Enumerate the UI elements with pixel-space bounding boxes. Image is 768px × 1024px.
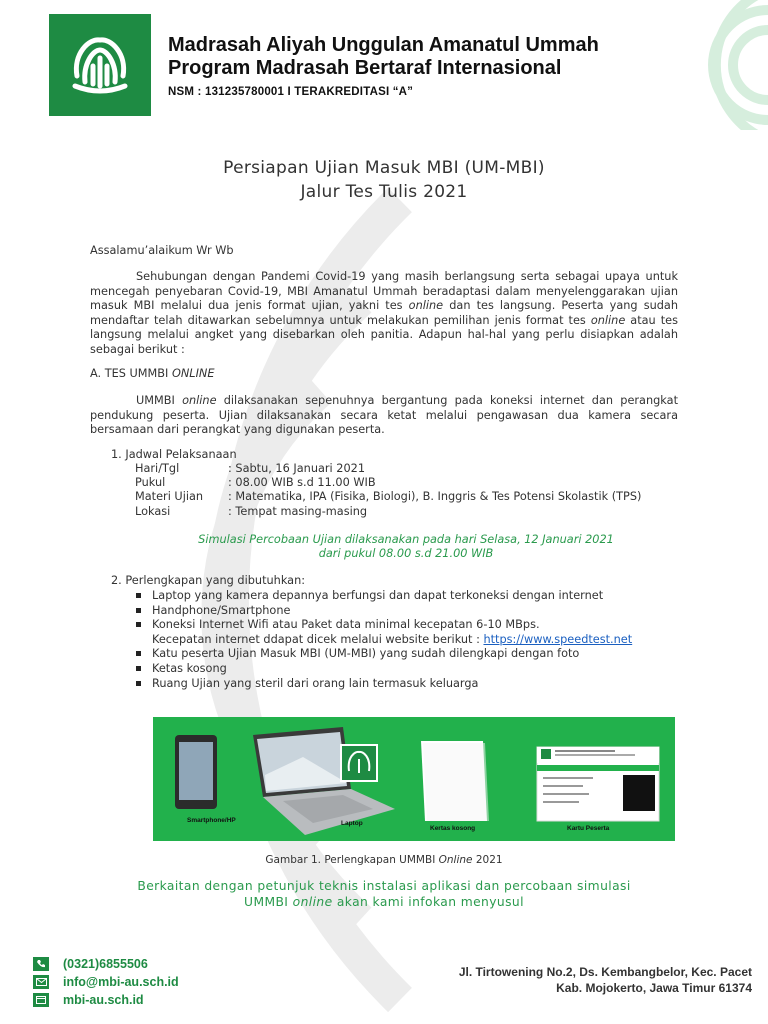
footer-address: [459, 964, 752, 996]
simulation-note-line1: Simulasi Percobaan Ujian dilaksanakan pada hari Selasa, 12 Januari 2021: [198, 533, 614, 546]
figure-caption: [0, 854, 768, 866]
caption-phone: Smartphone/HP: [187, 817, 236, 824]
caption-card: Kartu Peserta: [567, 825, 610, 832]
footer-email: [33, 975, 179, 989]
smartphone-illustration: [175, 735, 217, 809]
website-url[interactable]: mbi-au.sch.id: [63, 993, 144, 1007]
list-item: Koneksi Internet Wifi atau Paket data minimal kecepatan 6-10 MBps.: [135, 618, 632, 633]
schedule-value: : Matematika, IPA (Fisika, Biologi), B. Inggris & Tes Potensi Skolastik (TPS): [228, 490, 642, 503]
globe-icon: [33, 993, 49, 1007]
section-a-heading: [90, 367, 678, 382]
schedule-label: Pukul: [135, 476, 166, 489]
participant-card-illustration: [537, 747, 659, 821]
schedule-label: Lokasi: [135, 505, 171, 518]
section-a-text-1: UMMBI: [136, 394, 183, 407]
caption-paper: Kertas kosong: [430, 825, 476, 832]
school-name-line1: Madrasah Aliyah Unggulan Amanatul Ummah: [168, 34, 599, 56]
mbi-logo-illustration: [341, 745, 377, 781]
schedule-row: [135, 505, 367, 520]
schedule-value: : Sabtu, 16 Januari 2021: [228, 462, 366, 475]
equipment-list: [135, 589, 632, 691]
blank-paper-illustration: [421, 741, 489, 821]
document-subtitle: Jalur Tes Tulis 2021: [300, 182, 468, 202]
intro-text-3: atau tes langsung melalui angket yang disebarkan oleh panitia. Adapun hal-hal yang perlu disiapkan adalah sebagai berikut :: [90, 313, 678, 356]
footer-phone: [33, 957, 148, 971]
closing-line1: Berkaitan dengan petunjuk teknis instalasi aplikasi dan percobaan simulasi: [137, 879, 631, 893]
school-accreditation: NSM : 131235780001 I TERAKREDITASI “A”: [168, 86, 414, 98]
closing-em: online: [292, 895, 333, 909]
section-a-text-2: dilaksanakan sepenuhnya bergantung pada koneksi internet dan perangkat pendukung peserta. Ujian dilaksanakan secara ketat melalui pengawasan dua kamera secara bersamaan dari perangkat yang digunakan peserta.: [90, 394, 678, 437]
figure-caption-text-1: Gambar 1. Perlengkapan UMMBI: [265, 854, 439, 866]
closing-line2: [0, 895, 768, 909]
school-logo: [49, 14, 151, 116]
footer-website: [33, 993, 144, 1007]
section-a-em: ONLINE: [171, 367, 215, 380]
speedtest-link[interactable]: https://www.speedtest.net: [483, 632, 633, 646]
corner-arcs: [698, 0, 768, 130]
document-title: Persiapan Ujian Masuk MBI (UM-MBI): [223, 158, 545, 178]
equipment-title: 2. Perlengkapan yang dibutuhkan:: [111, 574, 306, 587]
address-line2: Kab. Mojokerto, Jawa Timur 61374: [556, 981, 752, 995]
list-item: Ruang Ujian yang steril dari orang lain termasuk keluarga: [135, 677, 632, 692]
intro-em-2: online: [590, 313, 626, 327]
schedule-label: Hari/Tgl: [135, 462, 180, 475]
equipment-image: [153, 717, 675, 841]
schedule-row: [135, 476, 376, 491]
schedule-row: [135, 462, 365, 477]
intro-text-1: Sehubungan dengan Pandemi Covid-19 yang masih berlangsung serta sebagai upaya untuk mencegah penyebaran Covid-19, MBI Amanatul Ummah beradaptasi dalam menyelenggarakan ujian masuk MBI melalui dua jenis format ujian, yakni tes: [90, 270, 678, 313]
phone-number: (0321)6855506: [63, 957, 148, 971]
figure-caption-text-2: 2021: [472, 854, 503, 866]
school-name: [168, 34, 599, 80]
list-item: Handphone/Smartphone: [135, 604, 632, 619]
intro-em-1: online: [408, 299, 444, 313]
phone-icon: [33, 957, 49, 971]
school-name-line2: Program Madrasah Bertaraf Internasional: [168, 57, 562, 79]
list-item: Laptop yang kamera depannya berfungsi dan dapat terkoneksi dengan internet: [135, 589, 632, 604]
closing-text-1: UMMBI: [244, 895, 293, 909]
address-line1: Jl. Tirtowening No.2, Ds. Kembangbelor, Kec. Pacet: [458, 965, 752, 979]
email-icon: [33, 975, 49, 989]
email-address[interactable]: info@mbi-au.sch.id: [63, 975, 179, 989]
schedule-row: [135, 490, 641, 505]
list-item: Ketas kosong: [135, 662, 632, 677]
schedule-label: Materi Ujian: [135, 490, 204, 503]
section-a-paragraph: [90, 394, 678, 438]
intro-text-2: dan tes langsung. Peserta yang sudah mendaftar telah ditawarkan sebelumnya untuk melakukan pemilihan jenis format tes: [90, 299, 678, 327]
schedule-value: : 08.00 WIB s.d 11.00 WIB: [228, 476, 376, 489]
list-item: Katu peserta Ujian Masuk MBI (UM-MBI) yang sudah dilengkapi dengan foto: [135, 647, 632, 662]
closing-text-2: akan kami infokan menyusul: [332, 895, 524, 909]
section-a-em-body: online: [182, 394, 217, 407]
schedule-title: 1. Jadwal Pelaksanaan: [111, 448, 237, 461]
caption-laptop: Laptop: [341, 820, 363, 827]
schedule-value: : Tempat masing-masing: [228, 505, 368, 518]
greeting: Assalamu’alaikum Wr Wb: [90, 244, 234, 257]
intro-paragraph: [90, 270, 678, 358]
section-a-prefix: A. TES UMMBI: [90, 367, 172, 380]
school-logo-icon: [67, 32, 133, 98]
simulation-note-line2: dari pukul 08.00 s.d 21.00 WIB: [318, 547, 494, 560]
figure-caption-em: Online: [438, 854, 473, 866]
list-item: [135, 633, 632, 648]
speedtest-text: Kecepatan internet ddapat dicek melalui website berikut :: [152, 632, 484, 646]
